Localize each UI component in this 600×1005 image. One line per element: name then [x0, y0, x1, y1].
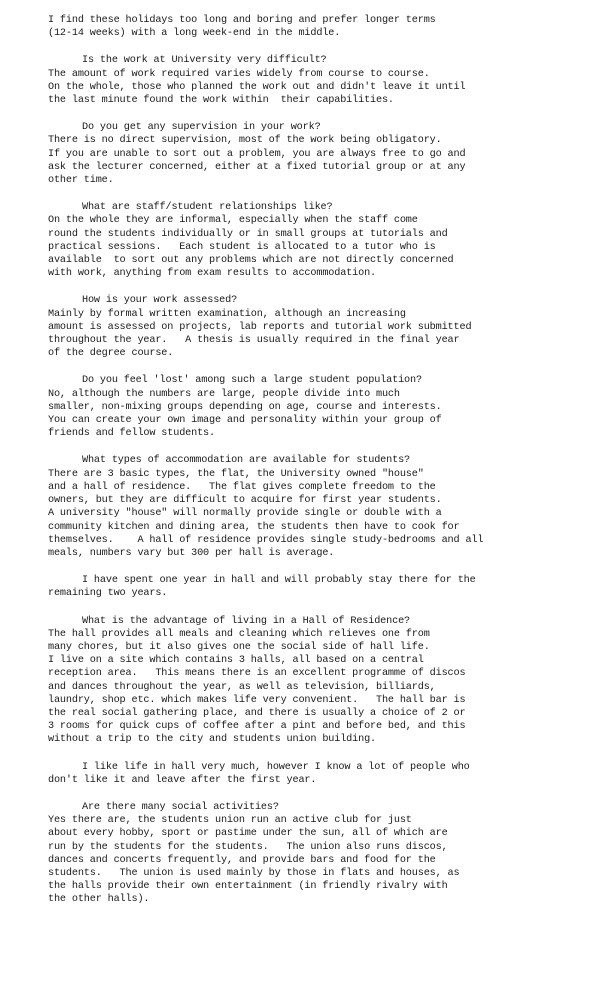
text-line: throughout the year. A thesis is usually required in the final year: [48, 335, 460, 347]
text-line: laundry, shop etc. which makes life very convenient. The hall bar is: [48, 694, 466, 706]
text-line: meals, numbers vary but 300 per hall is average.: [48, 547, 335, 559]
question-line: What is the advantage of living in a Hall of Residence?: [82, 615, 410, 627]
text-line: the halls provide their own entertainment (in friendly rivalry with: [48, 881, 448, 893]
question-line: How is your work assessed?: [82, 295, 238, 307]
text-paragraph: [48, 14, 578, 40]
text-line: Yes there are, the students union run an active club for just: [48, 815, 412, 827]
text-line: and dances throughout the year, as well as television, billiards,: [48, 681, 436, 693]
text-line: available to sort out any problems which are not directly concerned: [48, 255, 454, 267]
qa-paragraph: [48, 201, 578, 280]
text-line: No, although the numbers are large, people divide into much: [48, 388, 400, 400]
text-line: On the whole, those who planned the work out and didn't leave it until: [48, 81, 466, 93]
question-line: Are there many social activities?: [82, 801, 279, 813]
text-line: themselves. A hall of residence provides single study-bedrooms and all: [48, 534, 484, 546]
text-line: amount is assessed on projects, lab reports and tutorial work submitted: [48, 321, 472, 333]
text-line: I have spent one year in hall and will probably stay there for the: [82, 575, 476, 587]
text-line: students. The union is used mainly by those in flats and houses, as: [48, 867, 460, 879]
question-line: Do you feel 'lost' among such a large student population?: [82, 375, 422, 387]
question-line: What types of accommodation are available for students?: [82, 455, 410, 467]
text-line: smaller, non-mixing groups depending on age, course and interests.: [48, 401, 442, 413]
text-line: about every hobby, sport or pastime under the sun, all of which are: [48, 828, 448, 840]
qa-paragraph: [48, 801, 578, 907]
question-line: Do you get any supervision in your work?: [82, 122, 321, 134]
text-line: community kitchen and dining area, the students then have to cook for: [48, 521, 460, 533]
text-line: dances and concerts frequently, and provide bars and food for the: [48, 854, 436, 866]
text-line: You can create your own image and personality within your group of: [48, 415, 442, 427]
text-line: reception area. This means there is an excellent programme of discos: [48, 668, 466, 680]
text-line: Mainly by formal written examination, although an increasing: [48, 308, 406, 320]
text-line: I find these holidays too long and boring and prefer longer terms: [48, 15, 436, 26]
text-line: There are 3 basic types, the flat, the University owned "house": [48, 468, 424, 480]
text-line: The amount of work required varies widely from course to course.: [48, 68, 430, 80]
qa-paragraph: [48, 454, 578, 560]
question-line: Is the work at University very difficult?: [82, 55, 327, 67]
text-line: If you are unable to sort out a problem, you are always free to go and: [48, 148, 466, 160]
text-line: friends and fellow students.: [48, 428, 215, 440]
text-line: run by the students for the students. The union also runs discos,: [48, 841, 448, 853]
text-line: I live on a site which contains 3 halls, all based on a central: [48, 655, 424, 667]
text-line: many chores, but it also gives one the social side of hall life.: [48, 641, 430, 653]
text-paragraph: [48, 574, 578, 600]
text-line: practical sessions. Each student is allocated to a tutor who is: [48, 241, 436, 253]
text-line: of the degree course.: [48, 348, 174, 360]
text-line: I like life in hall very much, however I know a lot of people who: [82, 761, 470, 773]
qa-paragraph: [48, 54, 578, 107]
text-line: don't like it and leave after the first year.: [48, 774, 317, 786]
qa-paragraph: [48, 294, 578, 360]
text-line: the last minute found the work within their capabilities.: [48, 95, 394, 107]
text-line: with work, anything from exam results to accommodation.: [48, 268, 376, 280]
question-line: What are staff/student relationships like?: [82, 202, 333, 214]
text-line: A university "house" will normally provide single or double with a: [48, 508, 442, 520]
qa-paragraph: [48, 121, 578, 187]
text-line: On the whole they are informal, especially when the staff come: [48, 215, 418, 227]
qa-paragraph: [48, 374, 578, 440]
text-line: 3 rooms for quick cups of coffee after a pint and before bed, and this: [48, 721, 466, 733]
text-line: remaining two years.: [48, 588, 168, 600]
text-line: the real social gathering place, and there is usually a choice of 2 or: [48, 707, 466, 719]
text-line: without a trip to the city and students union building.: [48, 734, 376, 746]
qa-paragraph: [48, 615, 578, 747]
text-line: (12-14 weeks) with a long week-end in the middle.: [48, 28, 341, 40]
text-paragraph: [48, 761, 578, 787]
text-line: There is no direct supervision, most of the work being obligatory.: [48, 135, 442, 147]
text-line: ask the lecturer concerned, either at a fixed tutorial group or at any: [48, 161, 466, 173]
text-line: and a hall of residence. The flat gives complete freedom to the: [48, 481, 436, 493]
text-line: owners, but they are difficult to acquire for first year students.: [48, 495, 442, 507]
text-line: The hall provides all meals and cleaning which relieves one from: [48, 628, 430, 640]
text-line: round the students individually or in small groups at tutorials and: [48, 228, 448, 240]
text-line: the other halls).: [48, 894, 150, 906]
text-line: other time.: [48, 175, 114, 187]
